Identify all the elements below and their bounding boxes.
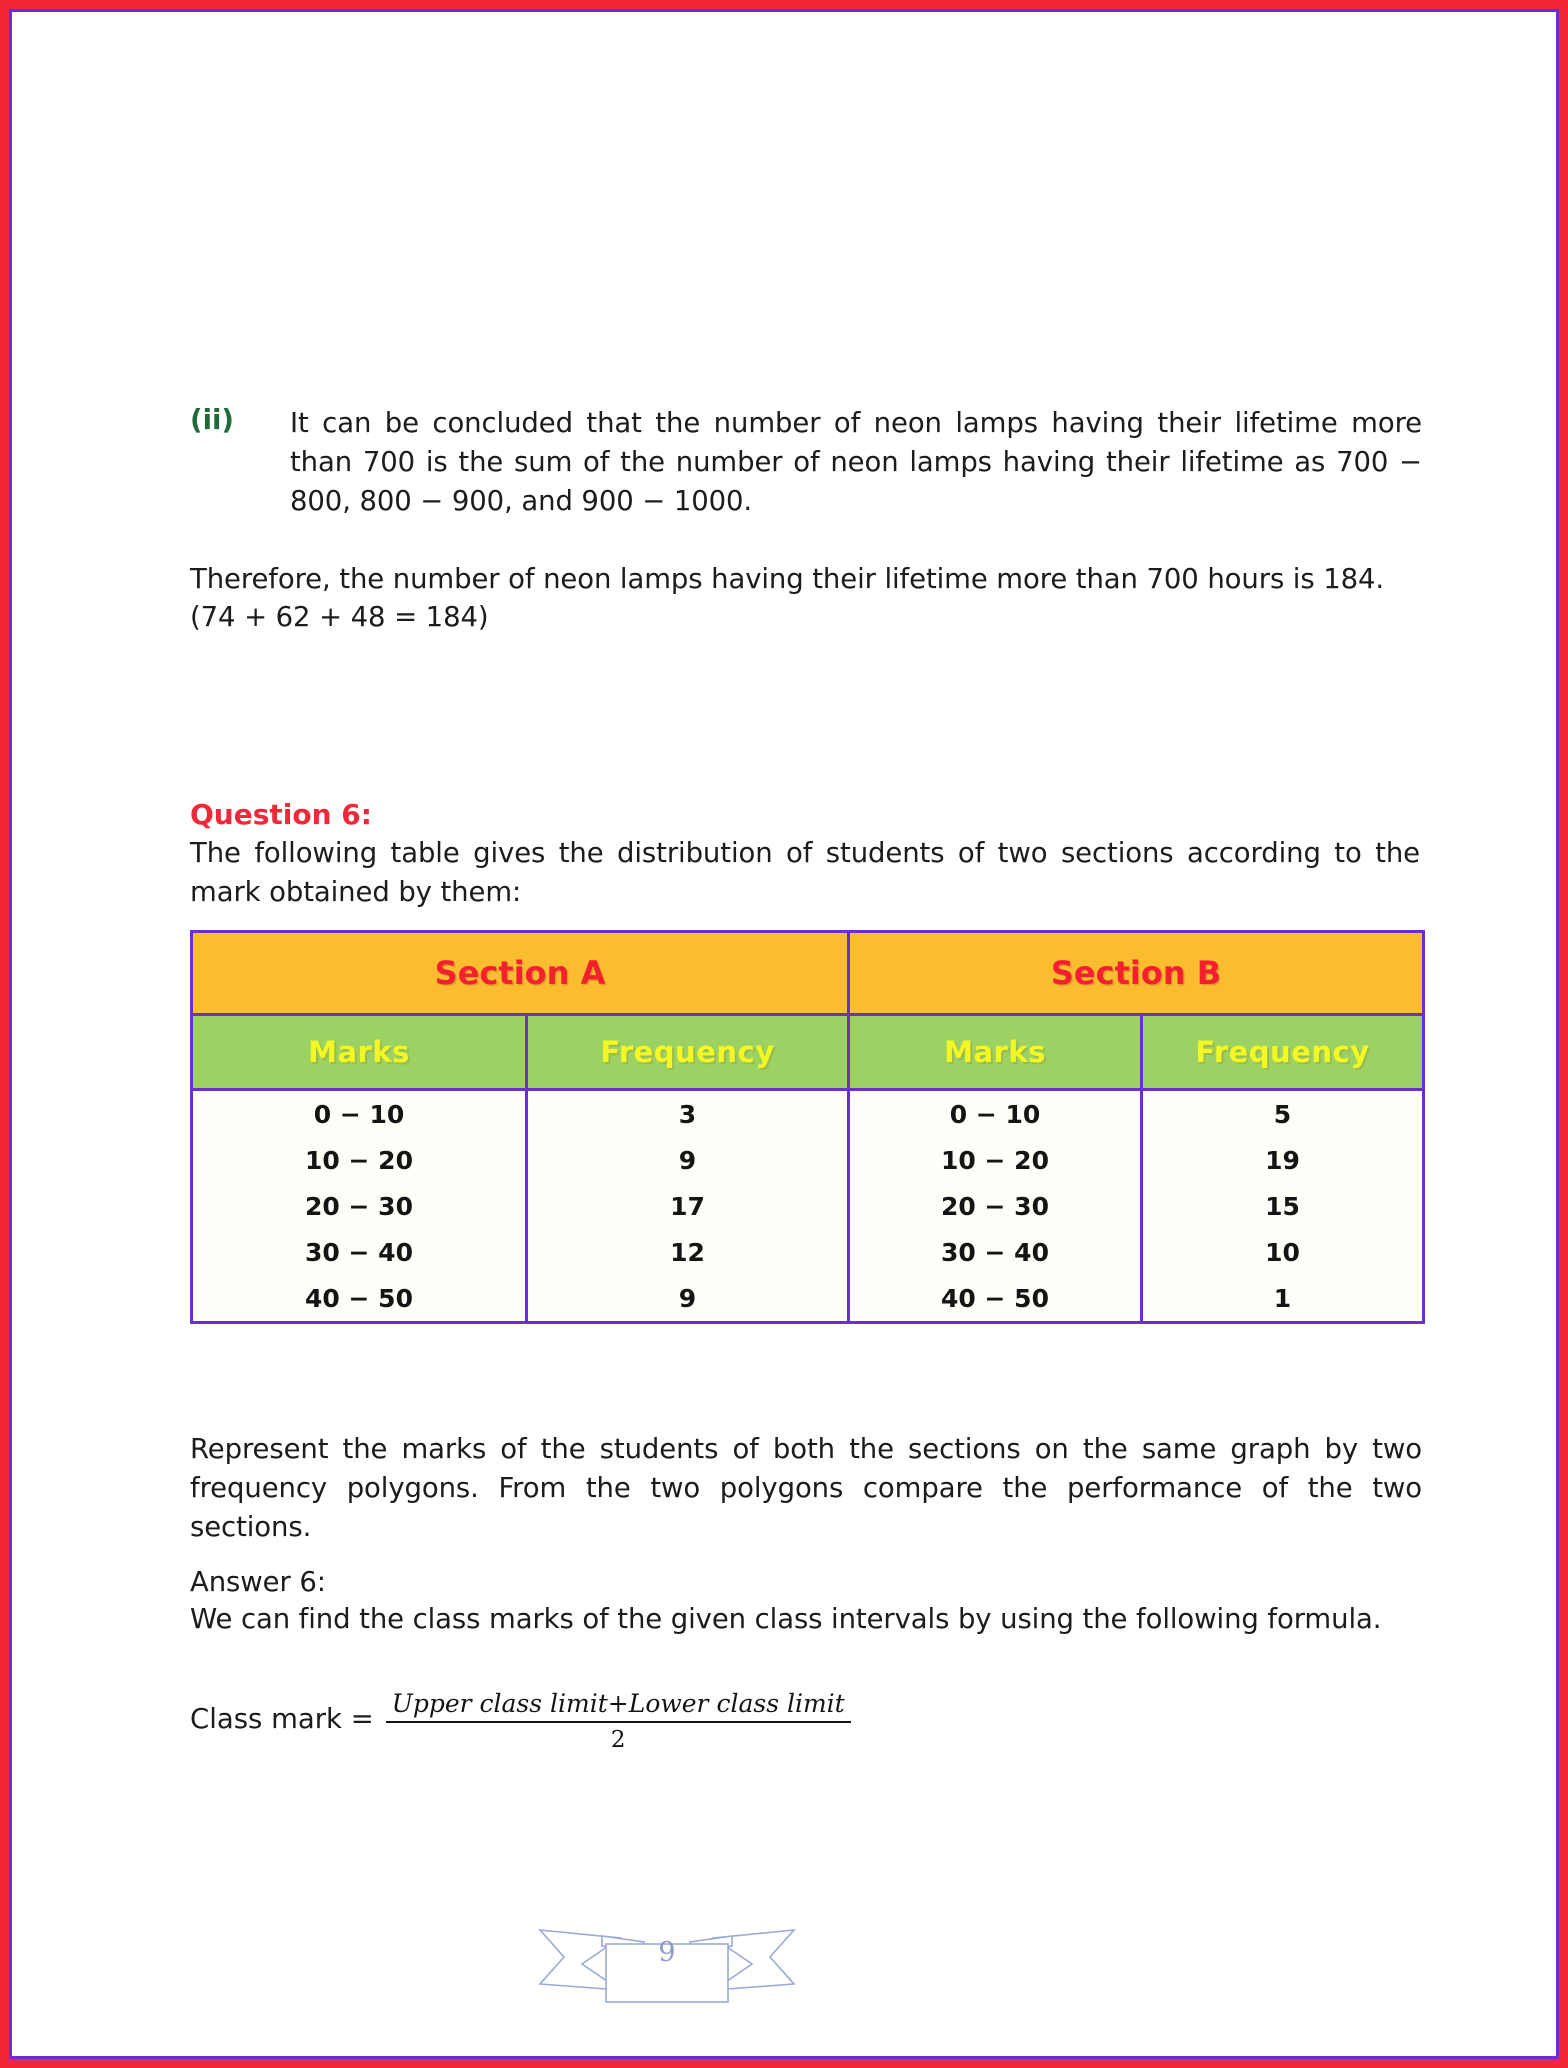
cell-marks-a: 40 − 50 — [192, 1275, 527, 1323]
answer-6-heading: Answer 6: — [190, 1566, 326, 1598]
question-6-heading: Question 6: — [190, 798, 372, 831]
cell-frequency-b: 1 — [1142, 1275, 1424, 1323]
part-ii-paragraph: It can be concluded that the number of neon lamps having their lifetime more than 700 is the sum of the number of neon lamps having their lifetime as 700 − 800, 800 − 900, and 900 − 1000. — [290, 407, 1422, 517]
cell-frequency-b: 5 — [1142, 1090, 1424, 1138]
marks-distribution-table — [190, 930, 1425, 1324]
table-section-header-row — [192, 932, 1424, 1015]
page-number-ribbon-icon — [502, 1892, 832, 2012]
page-inner-border — [9, 9, 1559, 2059]
table-row — [192, 1229, 1424, 1275]
part-ii-label — [190, 404, 270, 436]
table-row — [192, 1183, 1424, 1229]
table-row — [192, 1090, 1424, 1138]
cell-frequency-a: 17 — [527, 1183, 849, 1229]
page-number: 9 — [658, 1936, 676, 1968]
cell-marks-a: 10 − 20 — [192, 1137, 527, 1183]
conclusion-line-2: (74 + 62 + 48 = 184) — [190, 601, 489, 633]
section-header-b: Section B — [849, 932, 1424, 1015]
cell-frequency-a: 9 — [527, 1275, 849, 1323]
column-header-marks-a: Marks — [192, 1015, 527, 1090]
answer-6-text: We can find the class marks of the given class intervals by using the following formula. — [190, 1603, 1382, 1635]
cell-marks-b: 30 − 40 — [849, 1229, 1142, 1275]
formula-left-hand-side: Class mark = — [190, 1703, 374, 1735]
cell-marks-a: 0 − 10 — [192, 1090, 527, 1138]
formula-denominator: 2 — [610, 1727, 626, 1753]
cell-marks-b: 40 − 50 — [849, 1275, 1142, 1323]
column-header-frequency-a: Frequency — [527, 1015, 849, 1090]
cell-marks-a: 30 − 40 — [192, 1229, 527, 1275]
formula-fraction — [386, 1689, 851, 1753]
cell-frequency-b: 10 — [1142, 1229, 1424, 1275]
cell-marks-b: 10 − 20 — [849, 1137, 1142, 1183]
cell-frequency-b: 15 — [1142, 1183, 1424, 1229]
section-header-a: Section A — [192, 932, 849, 1015]
question-6-prompt: The following table gives the distribution of students of two sections according to the mark obtained by them: — [190, 837, 1420, 908]
cell-marks-b: 20 − 30 — [849, 1183, 1142, 1229]
class-mark-formula — [190, 1687, 851, 1751]
cell-frequency-a: 3 — [527, 1090, 849, 1138]
cell-frequency-b: 19 — [1142, 1137, 1424, 1183]
table-row — [192, 1137, 1424, 1183]
cell-frequency-a: 9 — [527, 1137, 849, 1183]
cell-frequency-a: 12 — [527, 1229, 849, 1275]
cell-marks-a: 20 − 30 — [192, 1183, 527, 1229]
page-content — [12, 12, 1559, 2059]
part-ii-roman: (ii) — [190, 404, 234, 436]
column-header-marks-b: Marks — [849, 1015, 1142, 1090]
column-header-frequency-b: Frequency — [1142, 1015, 1424, 1090]
cell-marks-b: 0 − 10 — [849, 1090, 1142, 1138]
table-row — [192, 1275, 1424, 1323]
formula-numerator: Upper class limit+Lower class limit — [386, 1689, 851, 1723]
table-column-header-row — [192, 1015, 1424, 1090]
question-6-followup: Represent the marks of the students of both the sections on the same graph by two frequency polygons. From the two polygons compare the performance of the two sections. — [190, 1433, 1422, 1543]
conclusion-line-1: Therefore, the number of neon lamps having their lifetime more than 700 hours is 184. — [190, 563, 1385, 595]
